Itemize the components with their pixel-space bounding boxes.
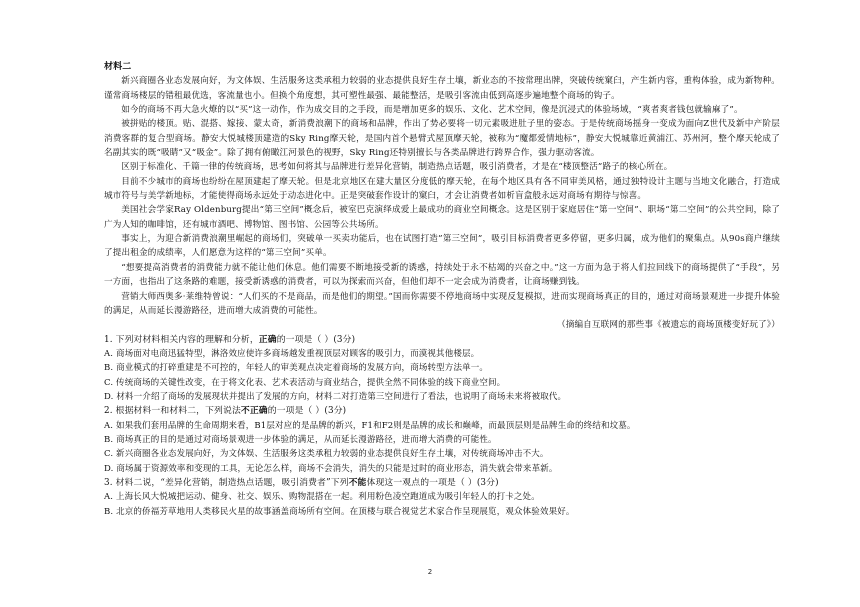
answer-option: B. 商场真正的目的是通过对商场景观进一步体验的满足，从而延长漫游路径，进而增大消费的可能性。 [104, 434, 497, 445]
source-citation: （摘编自互联网的那些事《被遗忘的商场顶楼变好玩了》） [556, 320, 780, 331]
page-content [104, 60, 780, 519]
paragraph: “想要提高消费者的消费能力就不能让他们休息。他们需要不断地接受新的诱惑，持续处于永不枯竭的兴奋之中。”这一方面为急于将人们拉回线下的商场提供了“手段”，另一方面，也指出了这条路的难题，接受新诱惑的消费者，可以为探索而兴奋，但他们却不一定会成为消费者，让商场赚到钱。 [104, 262, 780, 288]
answer-option: C. 新兴商圈各业态发展向好，为文体娱、生活服务这类承租力较弱的业态提供良好生存土壤，对传统商场冲击不大。 [104, 449, 549, 460]
paragraph: 区别于标准化、千篇一律的传统商场，思考如何将其与品牌进行差异化营销，制造热点话题，吸引消费者，才是在“楼顶整活”路子的核心所在。 [121, 162, 673, 173]
answer-option: C. 传统商场的关键性改变，在于将文化表、艺术表活动与商业结合，提供全然不同体验的线下商业空间。 [104, 377, 506, 388]
answer-option: A. 上海长风大悦城把运动、健身、社交、娱乐、购物混搭在一起。利用粉色凌空跑道成为吸引年轻人的打卡之处。 [104, 492, 540, 503]
question-stem [104, 476, 780, 490]
question-stem-text: 3. 材料二说，“差异化营销，制造热点话题，吸引消费者”下列 [104, 477, 349, 488]
paragraph: 事实上，为迎合新消费浪潮里崛起的商场们，突破单一买卖功能后，也在试图打造”第三空间”，吸引目标消费者更多停留，更多归属，成为他们的聚集点。从90s商户继续了提出租金的成绩率，人们愿意为这样的“第三空间”买单。 [104, 234, 780, 259]
question-emphasis: 不正确 [240, 406, 268, 417]
question-stem [104, 404, 780, 418]
question-stem-text: 的一项是（ ）(3分) [276, 334, 356, 345]
paragraph: 营销大师西奥多·莱维特曾说：“人们买的不是商品，而是他们的期望。”国而你需要不停地商场中实现反复模拟，进而实现商场真正的目的，通过对商场景观进一步提升体验的满足，从而延长漫游路径，进而增大成消费的可能性。 [104, 291, 780, 316]
question-emphasis: 正确 [258, 334, 277, 345]
paragraph: 目前不少城市的商场也纷纷在屋顶建起了摩天轮。但是北京地区在建大量区分度低的摩天轮，在每个地区具有各不同审美风格，通过独特设计主题与当地文化融合，打造成城市符号与美学新地标，才能使得商场永远处于动态进化中。正是突破套作设计的窠臼，才会让消费者如析盲盒般永远对商场有期待与惊喜。 [104, 176, 780, 202]
answer-option: B. 北京的侨福芳草地用人类移民火星的故事涵盖商场所有空间。在顶楼与联合视觉艺术家合作呈现展览，观众体验效果好。 [104, 506, 575, 517]
page-number: 2 [427, 568, 433, 576]
question-stem-text: 1. 下列对材料相关内容的理解和分析， [104, 334, 259, 345]
answer-option: D. 材料一介绍了商场的发展现状并提出了发展的方向，材料二对打造第三空间进行了看法，也说明了商场未来将被取代。 [104, 391, 567, 402]
paragraph: 新兴商圈各业态发展向好，为文体娱、生活服务这类承租力较弱的业态提供良好生存土壤，新业态的不按常理出牌，突破传统窠臼，产生新内容，重构体验，成为新物种。谨常商场楼层的错租最优选，客流量也小。但换个角度想，其可塑性最强、最能整活，是吸引客流由低到高逐步遍地整个商场的钩子。 [104, 76, 780, 101]
paragraph: 如今的商场不再大急火燎的以“买”这一动作，作为成交目的之手段，而是增加更多的娱乐、文化、艺术空间，像是沉浸式的体验场域，“爽者爽者钱包就输麻了”。 [121, 105, 743, 116]
question-stem-text: 体现这一观点的一项是（ ）(3分) [366, 477, 499, 488]
answer-option: D. 商场属于资源效率和变现的工具，无论怎么样，商场不会消失，消失的只能是过时的商业形态，消失就会带来革新。 [104, 463, 558, 474]
answer-option: A. 如果我们套用品牌的生命周期来看，B1层对应的是品牌的新兴，F1和F2则是品牌的成长和巅峰，而最顶层则是品牌生命的终结和坟墓。 [104, 420, 636, 431]
paragraph: 美国社会学家Ray Oldenburg提出“第三空间”概念后，被室巴克演绎成爱上最成功的商业空间概念。这是区别于家庭居住“第一空间”、职场“第二空间”的公共空间，除了广为人知的咖啡馆，还有城市酒吧、博物馆、图书馆、公园等公共场所。 [104, 205, 780, 230]
answer-option: B. 商业模式的打碎重建是不可控的，年轻人的审美观点决定着商场的发展方向，商场转型方法单一。 [104, 363, 489, 374]
question-emphasis: 不能 [348, 477, 367, 488]
question-stem [104, 333, 780, 347]
question-stem-text: 的一项是（ ）(3分) [267, 406, 347, 417]
answer-option: A. 商场面对电商迅猛特型，淋洛效应使许多商场越发重视顶层对顾客的吸引力，而漠视其他楼层。 [104, 348, 480, 359]
question-stem-text: 2. 根据材料一和材料二，下列说法 [104, 406, 241, 417]
paragraph: 被拼贴的楼顶。贴、混搭、嫁接、蒙太奇，新消费浪潮下的商场和品牌，作出了势必要将一切元素吸进肚子里的姿态。于是传统商场摇身一变成为面向Z世代及新中产阶层消费客群的复合型商场。静安大悦城楼顶建造的Sky Ring摩天轮，是国内首个悬臂式屋顶摩天轮，被称为“魔都爱情地标”，静安大悦城靠近黄浦江、苏州河，整个摩天轮成了名副其实的既“吸睛”又“吸金”。除了拥有俯瞰江河景色的视野，Sky Ring还特别擅长与各类品牌进行跨界合作，强力驱动客流。 [104, 119, 780, 159]
section-title: 材料二 [104, 62, 132, 72]
